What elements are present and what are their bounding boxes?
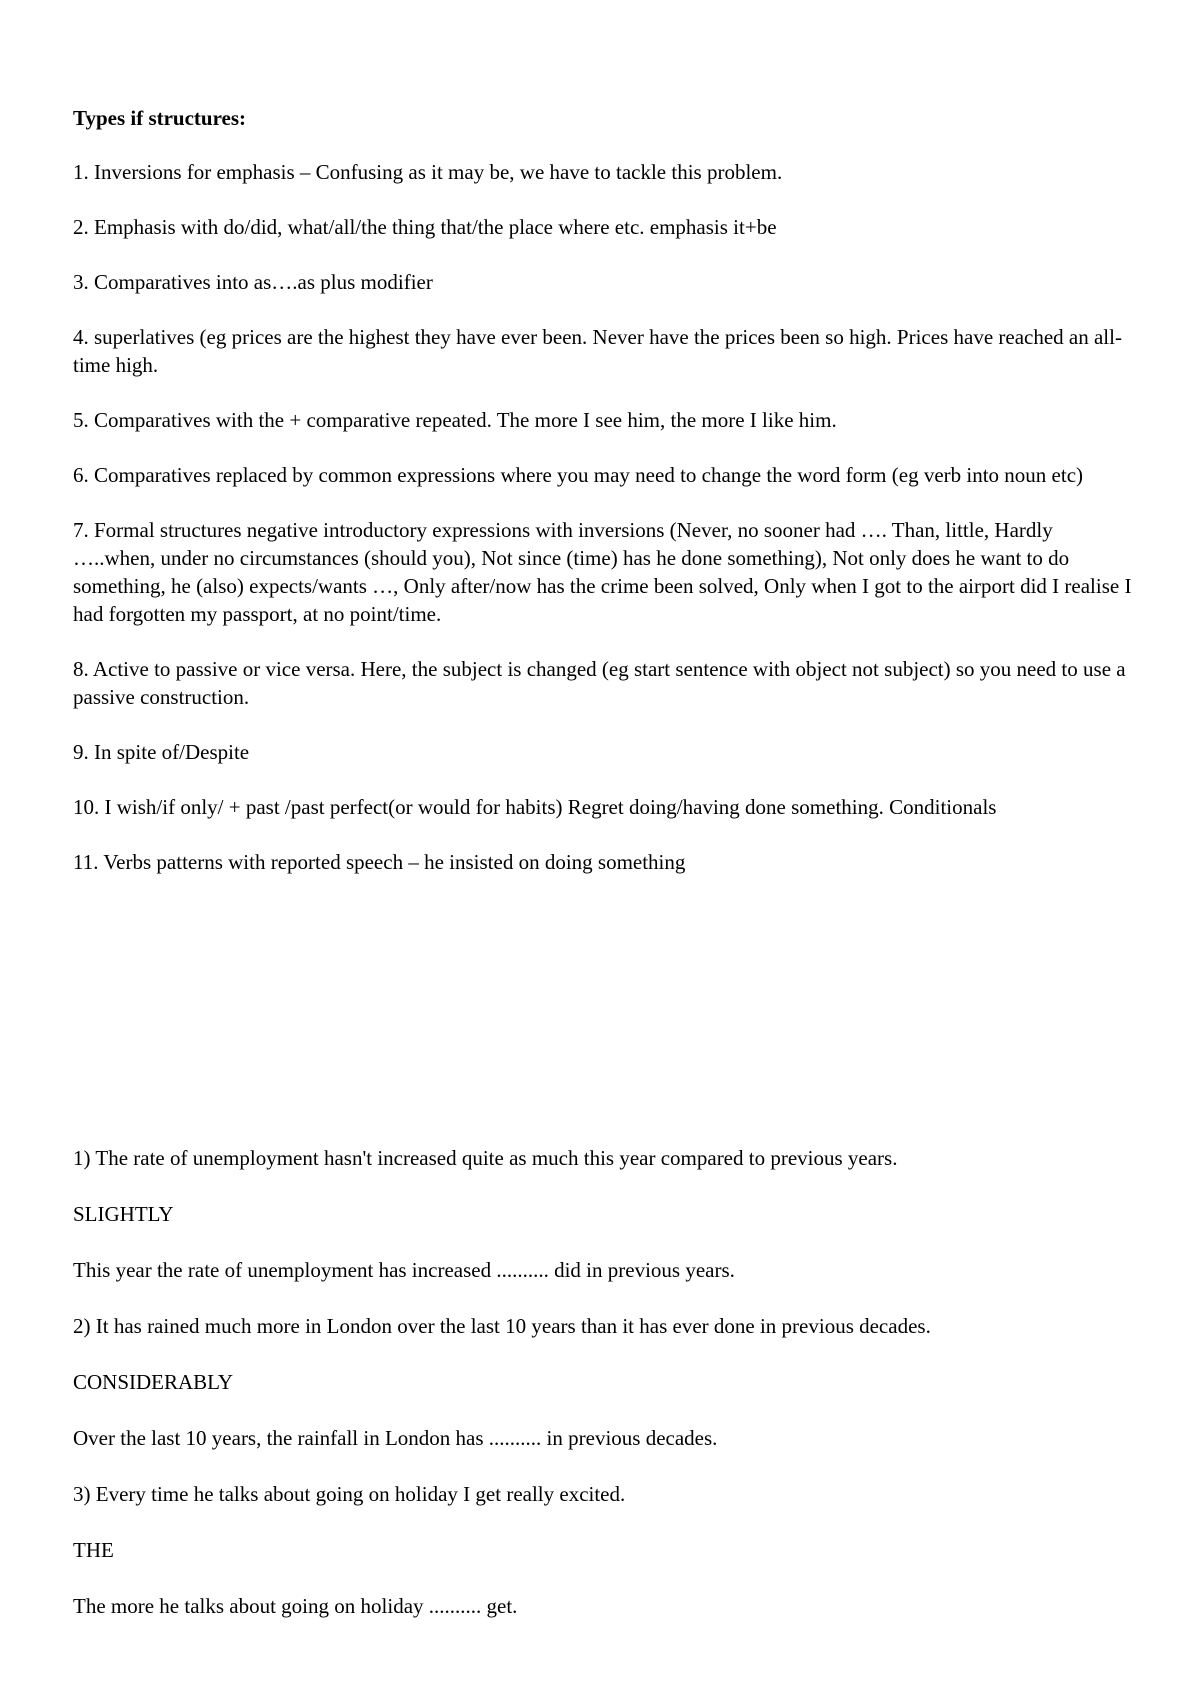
exercise-answer-line: The more he talks about going on holiday .......... get. — [73, 1594, 518, 1618]
list-item: 5. Comparatives with the + comparative repeated. The more I see him, the more I like him. — [73, 408, 837, 432]
list-item: 1. Inversions for emphasis – Confusing as it may be, we have to tackle this problem. — [73, 160, 783, 184]
exercise-sentence: 3) Every time he talks about going on holiday I get really excited. — [73, 1482, 626, 1506]
list-item: 4. superlatives (eg prices are the highest they have ever been. Never have the prices been so high. Prices have reached an all-time high. — [73, 325, 1122, 377]
exercise-answer-line: Over the last 10 years, the rainfall in London has .......... in previous decades. — [73, 1426, 718, 1450]
section-title: Types if structures: — [73, 106, 247, 130]
list-item: 2. Emphasis with do/did, what/all/the thing that/the place where etc. emphasis it+be — [73, 215, 777, 239]
list-item: 11. Verbs patterns with reported speech – he insisted on doing something — [73, 850, 686, 874]
list-item: 6. Comparatives replaced by common expressions where you may need to change the word form (eg verb into noun etc) — [73, 463, 1084, 487]
list-item: 10. I wish/if only/ + past /past perfect(or would for habits) Regret doing/having done something. Conditionals — [73, 795, 997, 819]
structures-section — [73, 104, 1133, 903]
exercise-sentence: 2) It has rained much more in London over the last 10 years than it has ever done in previous decades. — [73, 1314, 931, 1338]
list-item: 3. Comparatives into as….as plus modifier — [73, 270, 433, 294]
exercise-sentence: 1) The rate of unemployment hasn't increased quite as much this year compared to previous years. — [73, 1146, 898, 1170]
exercise-answer-line: This year the rate of unemployment has increased .......... did in previous years. — [73, 1258, 735, 1282]
exercise-keyword: SLIGHTLY — [73, 1202, 174, 1226]
list-item: 7. Formal structures negative introductory expressions with inversions (Never, no sooner had …. Than, little, Hardly …..when, under no circumstances (should you), Not since (time) has he done something), Not only does he want to do something, he (also) expects/wants …, Only after/now has the crime been solved, Only when I got to the airport did I realise I had forgotten my passport, at no point/time. — [73, 518, 1132, 626]
exercise-keyword: CONSIDERABLY — [73, 1370, 234, 1394]
list-item: 8. Active to passive or vice versa. Here, the subject is changed (eg start sentence with object not subject) so you need to use a passive construction. — [73, 657, 1126, 709]
list-item: 9. In spite of/Despite — [73, 740, 250, 764]
exercise-keyword: THE — [73, 1538, 114, 1562]
exercises-section — [73, 1144, 1133, 1648]
